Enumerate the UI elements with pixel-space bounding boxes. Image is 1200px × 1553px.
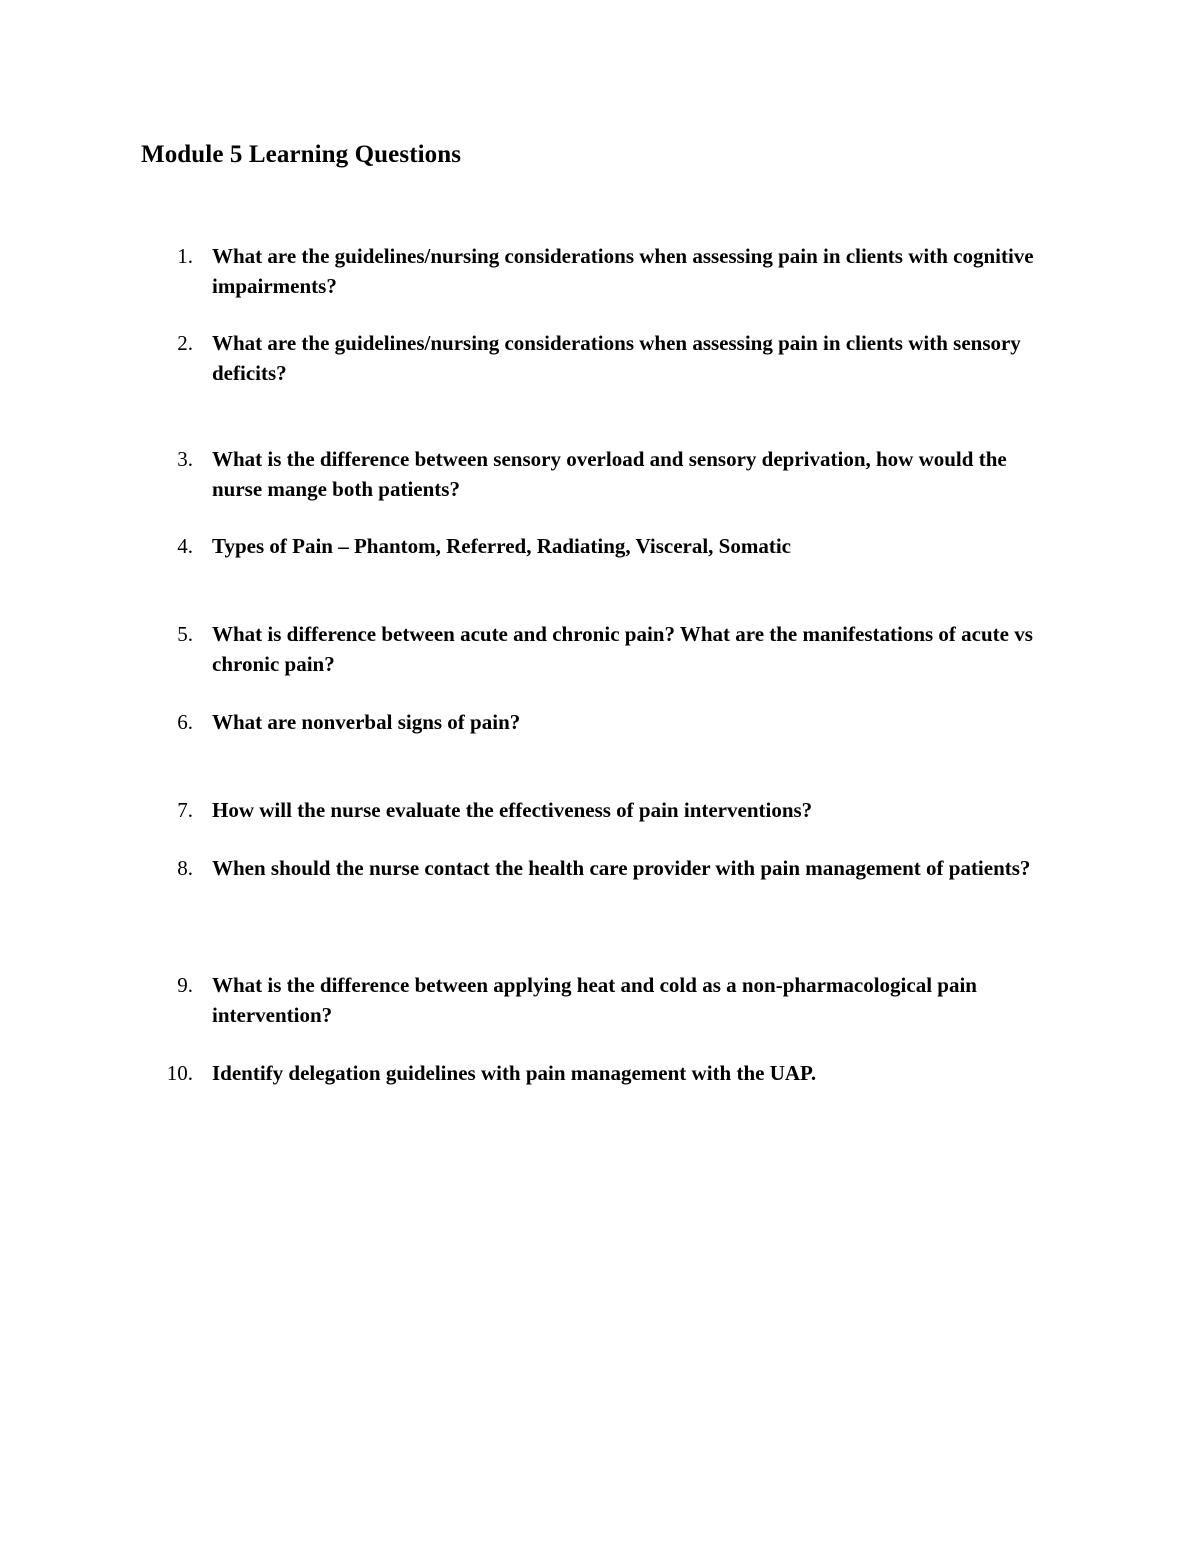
question-text: Types of Pain – Phantom, Referred, Radiating, Visceral, Somatic <box>212 534 792 558</box>
question-text: What is the difference between sensory overload and sensory deprivation, how would the nurse mange both patients? <box>212 447 1007 501</box>
question-number: 6. <box>177 710 193 734</box>
question-number: 8. <box>177 856 193 880</box>
question-text: What are nonverbal signs of pain? <box>212 710 521 734</box>
question-number: 2. <box>177 331 193 355</box>
page-title: Module 5 Learning Questions <box>141 141 462 168</box>
question-text: What are the guidelines/nursing considerations when assessing pain in clients with sensory deficits? <box>212 331 1021 385</box>
question-number: 1. <box>177 244 193 268</box>
question-number: 9. <box>177 973 193 997</box>
question-text: What is the difference between applying heat and cold as a non-pharmacological pain intervention? <box>212 973 977 1027</box>
question-number: 4. <box>177 534 193 558</box>
question-text: When should the nurse contact the health care provider with pain management of patients? <box>212 856 1031 880</box>
question-text: What is difference between acute and chronic pain? What are the manifestations of acute vs chronic pain? <box>212 622 1033 676</box>
question-number: 10. <box>166 1061 193 1085</box>
question-text: Identify delegation guidelines with pain management with the UAP. <box>212 1061 817 1085</box>
question-text: How will the nurse evaluate the effectiveness of pain interventions? <box>212 798 813 822</box>
question-number: 5. <box>177 622 193 646</box>
question-number: 7. <box>177 798 193 822</box>
question-number: 3. <box>177 447 193 471</box>
question-text: What are the guidelines/nursing considerations when assessing pain in clients with cognitive impairments? <box>212 244 1034 298</box>
